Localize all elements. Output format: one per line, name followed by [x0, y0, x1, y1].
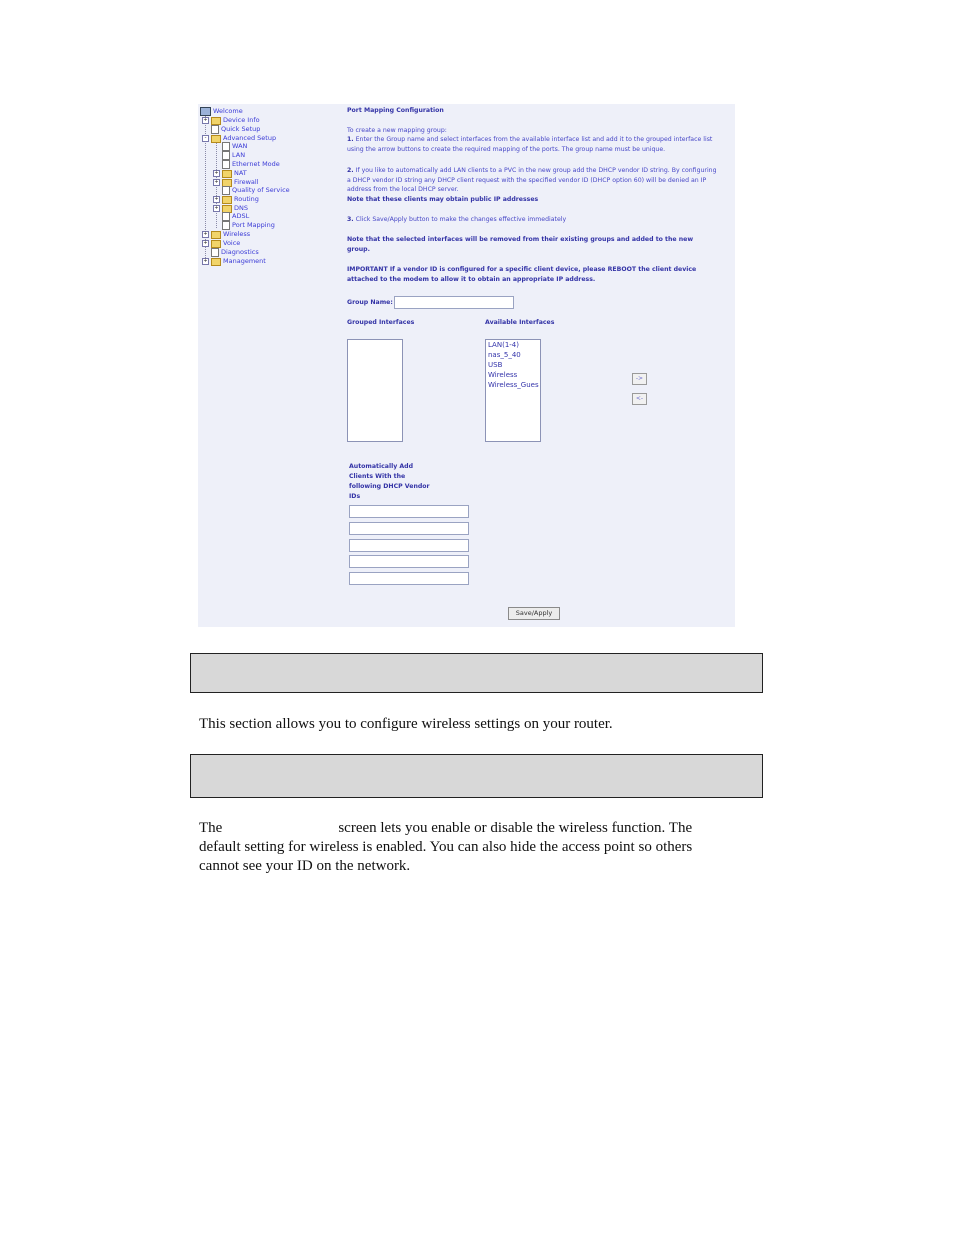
- list-item[interactable]: Wireless: [488, 371, 518, 379]
- grouped-interfaces-label: Grouped Interfaces: [347, 319, 415, 326]
- vendor-id-input-5[interactable]: [349, 572, 469, 585]
- router-screenshot: [198, 104, 735, 627]
- group-name-input[interactable]: [394, 296, 514, 309]
- step2-line1: 2. If you like to automatically add LAN clients to a PVC in the new group add the DHCP vendor ID string. By configuring: [347, 167, 717, 174]
- removed-note-line1: Note that the selected interfaces will be removed from their existing groups and added to the new: [347, 236, 694, 243]
- list-item[interactable]: LAN(1-4): [488, 341, 519, 349]
- tree-item-ethernet-mode[interactable]: Ethernet Mode: [222, 160, 280, 169]
- important-line2: attached to the modem to allow it to obtain an appropriate IP address.: [347, 276, 596, 283]
- grouped-interfaces-list[interactable]: [347, 339, 403, 442]
- navigation-tree: [198, 104, 343, 627]
- step1-line1: 1. Enter the Group name and select interfaces from the available interface list and add it to the grouped interface list: [347, 136, 713, 143]
- list-item[interactable]: USB: [488, 361, 503, 369]
- expand-icon[interactable]: +: [203, 231, 208, 237]
- public-ip-note: Note that these clients may obtain public IP addresses: [347, 196, 539, 203]
- tree-item-wireless[interactable]: + Wireless: [203, 230, 251, 238]
- available-interfaces-list[interactable]: [485, 339, 541, 442]
- paragraph-line: default setting for wireless is enabled. You can also hide the access point so others: [199, 839, 693, 855]
- page-icon: [222, 142, 230, 151]
- folder-icon: [211, 258, 221, 266]
- intro-text: To create a new mapping group:: [347, 127, 447, 134]
- step2-line2: a DHCP vendor ID string any DHCP client request with the specified vendor ID (DHCP option 60) will be denied an IP: [347, 177, 707, 184]
- computer-icon: [200, 107, 211, 116]
- tree-item-firewall[interactable]: + Firewall: [214, 178, 259, 186]
- expand-icon[interactable]: +: [203, 258, 208, 264]
- tree-item-quality-of-service[interactable]: Quality of Service: [222, 186, 290, 195]
- page-title: Port Mapping Configuration: [347, 107, 444, 114]
- tree-item-nat[interactable]: + NAT: [214, 169, 247, 177]
- wireless-intro-paragraph: This section allows you to configure wireless settings on your router.: [199, 716, 613, 732]
- tree-item-adsl[interactable]: ADSL: [222, 212, 249, 221]
- section-heading-bar: [190, 653, 763, 693]
- vendor-ids-label-line3: following DHCP Vendor: [349, 483, 430, 490]
- vendor-id-input-3[interactable]: [349, 539, 469, 552]
- expand-icon[interactable]: +: [214, 205, 219, 211]
- step2-line3: address from the local DHCP server.: [347, 186, 459, 193]
- page-icon: [222, 151, 230, 160]
- wireless-basic-paragraph: [199, 819, 759, 876]
- expand-icon[interactable]: +: [203, 240, 208, 246]
- vendor-id-input-2[interactable]: [349, 522, 469, 535]
- add-interface-button[interactable]: ->: [632, 373, 647, 385]
- removed-note-line2: group.: [347, 246, 370, 253]
- vendor-ids-label-line4: IDs: [349, 493, 361, 500]
- tree-item-diagnostics[interactable]: Diagnostics: [211, 248, 259, 257]
- tree-item-port-mapping[interactable]: Port Mapping: [222, 221, 275, 230]
- page-icon: [222, 212, 230, 221]
- collapse-icon[interactable]: -: [202, 135, 209, 142]
- page-icon: [222, 221, 230, 230]
- tree-item-routing[interactable]: + Routing: [214, 195, 259, 203]
- expand-icon[interactable]: +: [214, 179, 219, 185]
- folder-icon: [211, 231, 221, 239]
- group-name-label: Group Name:: [347, 299, 393, 306]
- tree-item-device-info[interactable]: + Device Info: [203, 116, 260, 124]
- tree-item-lan[interactable]: LAN: [222, 151, 245, 160]
- tree-item-quick-setup[interactable]: Quick Setup: [211, 125, 260, 134]
- page-icon: [222, 160, 230, 169]
- open-folder-icon: [211, 135, 221, 143]
- tree-item-dns[interactable]: + DNS: [214, 204, 248, 212]
- page-icon: [211, 248, 219, 257]
- tree-item-wan[interactable]: WAN: [222, 142, 247, 151]
- step3-text: 3. Click Save/Apply button to make the changes effective immediately: [347, 216, 567, 223]
- tree-item-welcome[interactable]: Welcome: [200, 107, 243, 116]
- available-interfaces-label: Available Interfaces: [485, 319, 555, 326]
- vendor-id-input-1[interactable]: [349, 505, 469, 518]
- list-item[interactable]: Wireless_Gues: [488, 381, 539, 389]
- folder-icon: [211, 117, 221, 125]
- page-icon: [211, 125, 219, 134]
- important-line1: IMPORTANT If a vendor ID is configured for a specific client device, please REBOOT the client device: [347, 266, 697, 273]
- folder-icon: [211, 240, 221, 248]
- expand-icon[interactable]: +: [203, 117, 208, 123]
- expand-icon[interactable]: +: [214, 170, 219, 176]
- expand-icon[interactable]: +: [214, 196, 219, 202]
- step1-line2: using the arrow buttons to create the required mapping of the ports. The group name must be unique.: [347, 146, 666, 153]
- vendor-ids-label-line2: Clients With the: [349, 473, 406, 480]
- subsection-heading-bar: [190, 754, 763, 798]
- paragraph-line: cannot see your ID on the network.: [199, 858, 411, 874]
- tree-item-management[interactable]: + Management: [203, 257, 266, 265]
- folder-icon: [222, 196, 232, 204]
- paragraph-line: The screen lets you enable or disable the wireless function. The: [199, 820, 693, 836]
- tree-item-voice[interactable]: + Voice: [203, 239, 241, 247]
- tree-item-advanced-setup[interactable]: - Advanced Setup: [202, 134, 276, 143]
- vendor-id-input-4[interactable]: [349, 555, 469, 568]
- page-icon: [222, 186, 230, 195]
- vendor-ids-label-line1: Automatically Add: [349, 463, 414, 470]
- remove-interface-button[interactable]: <-: [632, 393, 647, 405]
- list-item[interactable]: nas_5_40: [488, 351, 521, 359]
- save-apply-button[interactable]: Save/Apply: [508, 607, 560, 620]
- folder-icon: [222, 170, 232, 178]
